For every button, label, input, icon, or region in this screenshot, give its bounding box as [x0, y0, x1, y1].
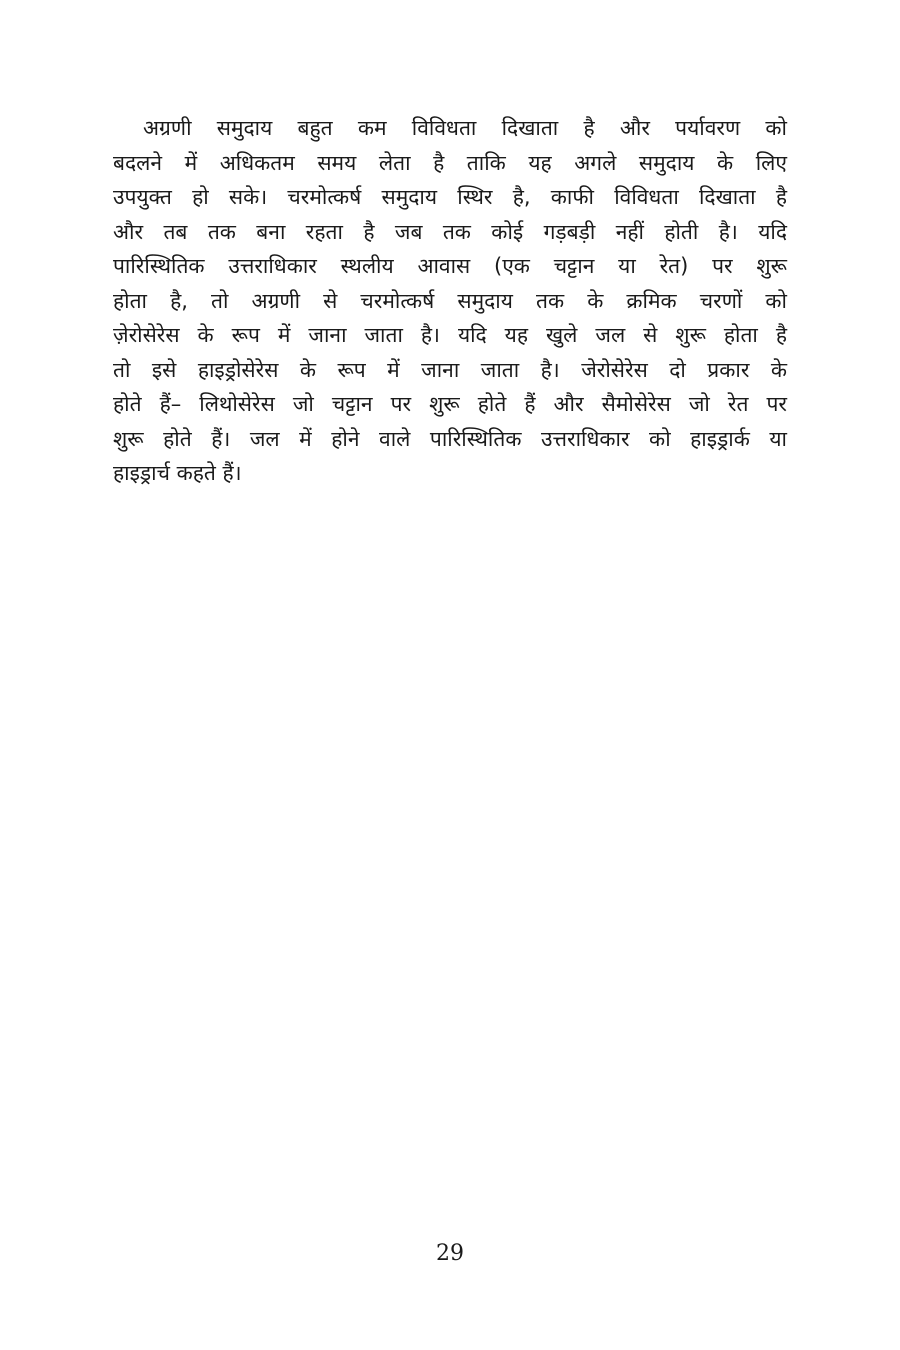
body-paragraph	[113, 111, 787, 491]
paragraph-line: बदलने में अधिकतम समय लेता है ताकि यह अगले समुदाय के लिए	[113, 150, 787, 175]
paragraph-line: हाइड्रार्च कहते हैं।	[113, 461, 242, 485]
paragraph-line: तो इसे हाइड्रोसेरेस के रूप में जाना जाता है। जेरोसेरेस दो प्रकार के	[113, 357, 787, 382]
paragraph-line: होते हैं– लिथोसेरेस जो चट्टान पर शुरू होते हैं और सैमोसेरेस जो रेत पर	[113, 392, 787, 416]
paragraph-line: ज़ेरोसेरेस के रूप में जाना जाता है। यदि यह खुले जल से शुरू होता है	[113, 323, 787, 347]
paragraph-line: शुरू होते हैं। जल में होने वाले पारिस्थितिक उत्तराधिकार को हाइड्रार्क या	[113, 426, 787, 451]
page-number: 29	[436, 1241, 464, 1266]
paragraph-line: होता है, तो अग्रणी से चरमोत्कर्ष समुदाय तक के क्रमिक चरणों को	[113, 288, 787, 313]
paragraph-line: अग्रणी समुदाय बहुत कम विविधता दिखाता है और पर्यावरण को	[143, 116, 787, 140]
paragraph-line: और तब तक बना रहता है जब तक कोई गड़बड़ी नहीं होती है। यदि	[113, 219, 787, 244]
paragraph-line: पारिस्थितिक उत्तराधिकार स्थलीय आवास (एक चट्टान या रेत) पर शुरू	[113, 254, 787, 278]
paragraph-line: उपयुक्त हो सके। चरमोत्कर्ष समुदाय स्थिर है, काफी विविधता दिखाता है	[113, 185, 787, 209]
